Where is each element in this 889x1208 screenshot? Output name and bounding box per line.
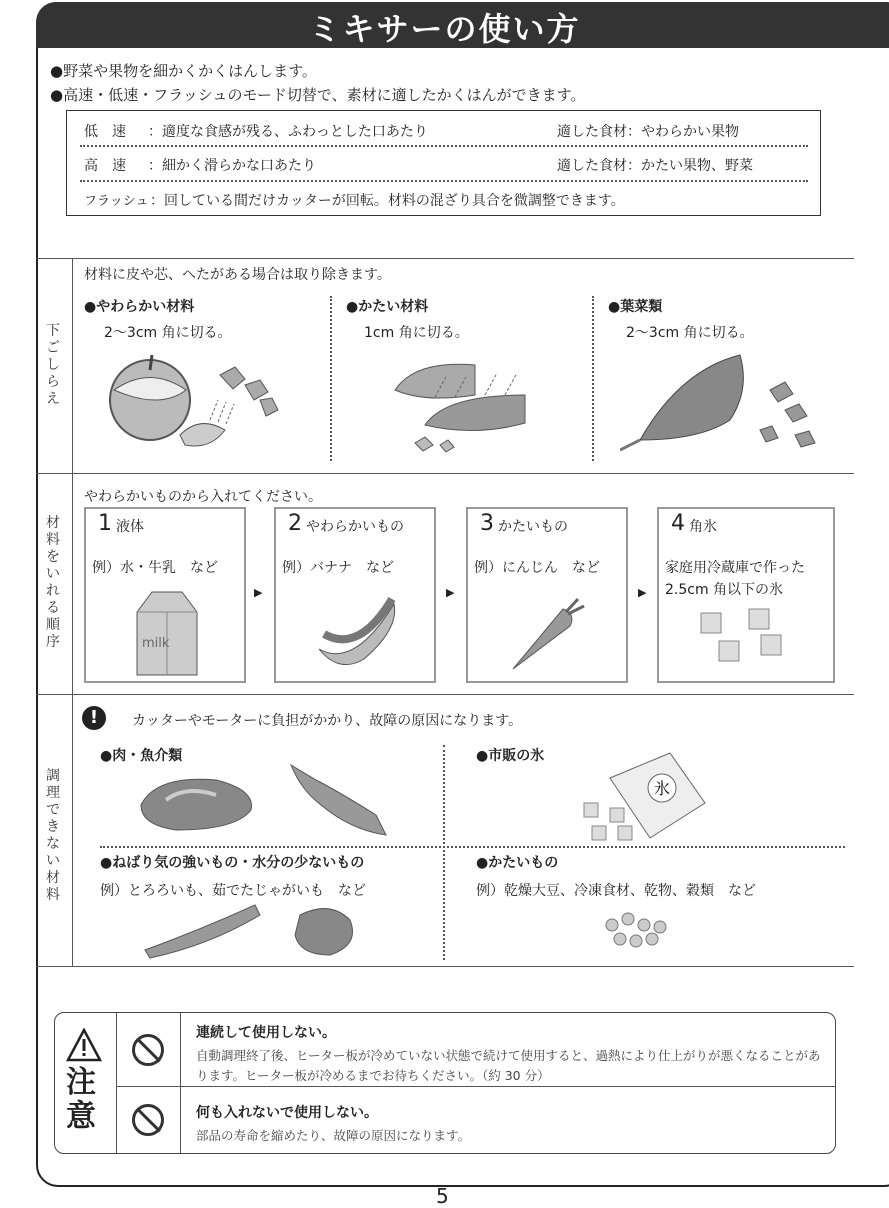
unusable-hard-title: ●かたいもの xyxy=(476,855,559,871)
caution-divider xyxy=(180,1013,181,1153)
prep-soft-desc: 2～3cm 角に切る。 xyxy=(104,325,232,341)
mode-low-desc: ：適度な食感が残る、ふわっとした口あたり xyxy=(148,124,428,140)
warning-icon: ! xyxy=(82,706,106,730)
prep-leaf-desc: 2～3cm 角に切る。 xyxy=(626,325,754,341)
beans-illustration xyxy=(600,905,680,955)
step-2-title: やわらかいもの xyxy=(306,519,404,535)
row-divider xyxy=(100,846,845,848)
unusable-sticky-desc: 例）とろろいも、茹でたじゃがいも など xyxy=(100,883,366,899)
step-arrow: ▶ xyxy=(254,586,263,599)
caution-2-title: 何も入れないで使用しない。 xyxy=(196,1105,378,1121)
order-note: やわらかいものから入れてください。 xyxy=(84,489,322,505)
banana-icon xyxy=(314,594,404,674)
intro-line-2: ●高速・低速・フラッシュのモード切替で、素材に適したかくはんができます。 xyxy=(50,86,586,104)
column-divider xyxy=(330,296,332,461)
unusable-ice-title: ●市販の氷 xyxy=(476,748,545,764)
caution-triangle-icon xyxy=(66,1028,102,1062)
yam-potato-illustration xyxy=(140,900,390,960)
mode-high-food: 適した食材：かたい果物、野菜 xyxy=(557,158,753,174)
prohibition-icon xyxy=(132,1104,164,1136)
column-divider xyxy=(592,296,594,461)
apple-illustration xyxy=(100,350,290,460)
carrot-icon xyxy=(508,594,588,674)
step-1-number: 1 xyxy=(98,511,112,536)
unusable-warning: カッターやモーターに負担がかかり、故障の原因になります。 xyxy=(132,713,523,729)
prep-hard-title: ●かたい材料 xyxy=(346,299,429,315)
caution-2-desc: 部品の寿命を縮めたり、故障の原因になります。 xyxy=(196,1128,471,1143)
prep-leaf-title: ●葉菜類 xyxy=(608,299,663,315)
side-label-prep: 下ごしらえ xyxy=(46,323,60,407)
milk-label: milk xyxy=(142,636,170,651)
mode-low-food: 適した食材：やわらかい果物 xyxy=(557,124,739,140)
unusable-sticky-title: ●ねばり気の強いもの・水分の少ないもの xyxy=(100,855,365,871)
column-divider xyxy=(443,745,445,960)
prep-note: 材料に皮や芯、へたがある場合は取り除きます。 xyxy=(84,267,391,283)
caution-label-top: 注 xyxy=(66,1065,96,1100)
step-3-title: かたいもの xyxy=(498,519,568,535)
step-3-number: 3 xyxy=(480,511,494,536)
caution-label-bottom: 意 xyxy=(66,1099,96,1134)
section-divider xyxy=(36,258,854,259)
mode-flash-desc: ：回している間だけカッターが回転。材料の混ざり具合を微調整できます。 xyxy=(150,193,625,209)
ice-cube-icon xyxy=(697,605,797,665)
step-4-title: 角氷 xyxy=(689,519,717,535)
section-divider xyxy=(36,694,854,695)
step-4-number: 4 xyxy=(671,511,685,536)
caution-divider xyxy=(116,1086,835,1087)
section-divider xyxy=(36,966,854,967)
side-column-divider xyxy=(72,258,73,966)
ice-bag-label: 氷 xyxy=(654,779,671,798)
meat-fish-illustration xyxy=(136,760,396,840)
step-arrow: ▶ xyxy=(446,586,455,599)
cabbage-illustration xyxy=(620,350,840,460)
mode-divider xyxy=(80,180,808,182)
mode-divider xyxy=(80,145,808,147)
step-3-box xyxy=(466,507,628,683)
step-1-title: 液体 xyxy=(116,519,144,535)
radish-illustration xyxy=(385,355,555,455)
side-label-order: 材料をいれる順序 xyxy=(46,515,60,650)
step-1-box xyxy=(84,507,246,683)
page-number: 5 xyxy=(436,1184,449,1208)
step-3-desc: 例）にんじん など xyxy=(474,560,600,576)
mode-flash-name: フラッシュ xyxy=(84,194,149,209)
mode-high-desc: ：細かく滑らかな口あたり xyxy=(148,158,316,174)
unusable-hard-desc: 例）乾燥大豆、冷凍食材、乾物、穀類 など xyxy=(476,883,756,899)
caution-1-title: 連続して使用しない。 xyxy=(196,1025,336,1041)
milk-carton-icon xyxy=(132,587,202,677)
step-2-number: 2 xyxy=(288,511,302,536)
prohibition-icon xyxy=(132,1034,164,1066)
side-label-unusable: 調理できない材料 xyxy=(46,768,60,903)
ice-bag-illustration xyxy=(580,748,720,848)
caution-1-desc: 自動調理終了後、ヒーター板が冷めていない状態で続けて使用すると、過熱により仕上がりが悪くなることがあります。ヒーター板が冷めるまでお待ちください。（約 30 分） xyxy=(196,1048,821,1083)
page-title: ミキサーの使い方 xyxy=(308,10,581,48)
section-divider xyxy=(36,473,854,474)
prep-hard-desc: 1cm 角に切る。 xyxy=(364,325,469,341)
step-2-desc: 例）バナナ など xyxy=(282,560,394,576)
step-1-desc: 例）水・牛乳 など xyxy=(92,560,218,576)
step-arrow: ▶ xyxy=(638,586,647,599)
prep-soft-title: ●やわらかい材料 xyxy=(84,299,195,315)
mode-low-name: 低 速 xyxy=(84,124,126,140)
step-4-desc: 家庭用冷蔵庫で作った2.5cm 角以下の氷 xyxy=(665,560,805,598)
caution-divider xyxy=(116,1013,117,1153)
intro-line-1: ●野菜や果物を細かくかくはんします。 xyxy=(50,62,317,80)
step-4-box xyxy=(657,507,835,683)
unusable-meat-title: ●肉・魚介類 xyxy=(100,748,183,764)
mode-high-name: 高 速 xyxy=(84,158,126,174)
step-2-box xyxy=(274,507,436,683)
